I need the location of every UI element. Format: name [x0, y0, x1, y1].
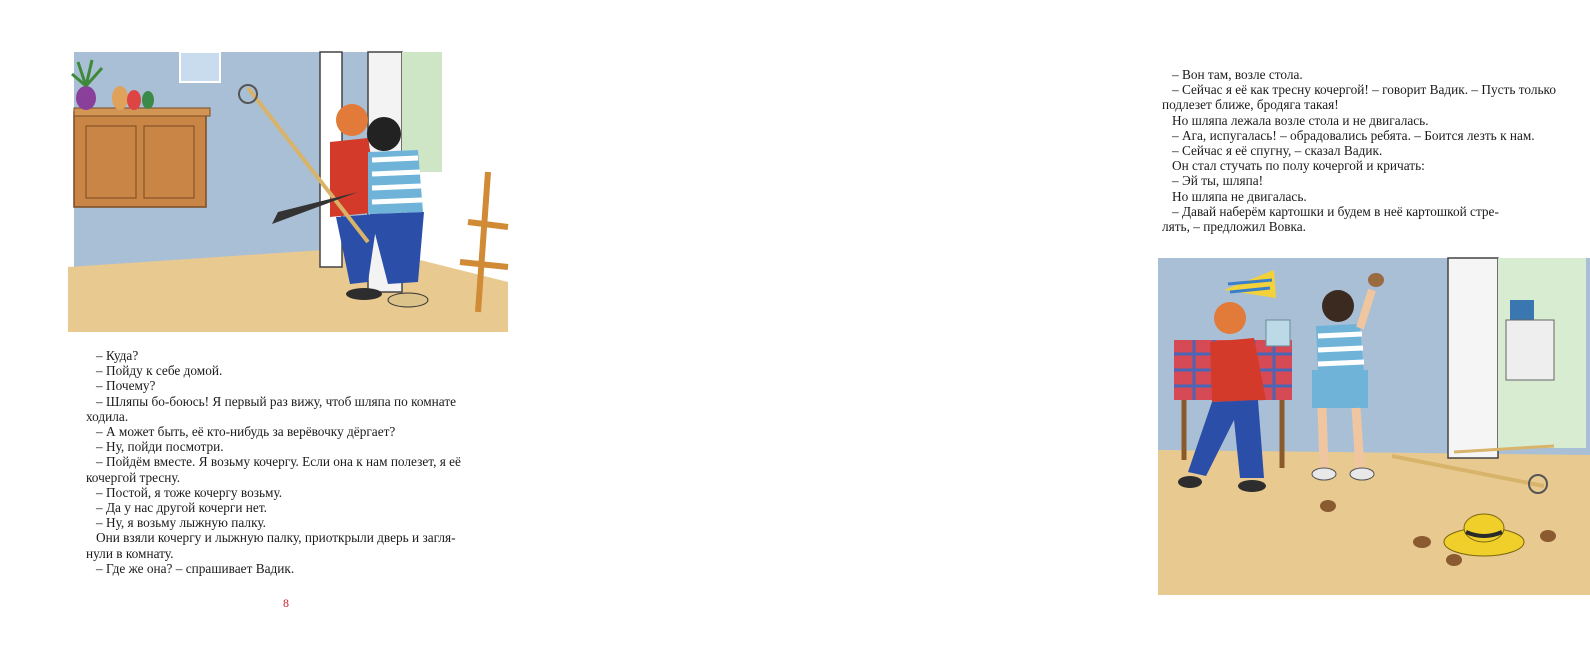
text-line: – Давай наберём картошки и будем в неё картошкой стре- — [1172, 203, 1499, 219]
left-text-block — [86, 348, 508, 576]
text-line: – Ага, испугалась! – обрадовались ребята. – Боится лезть к нам. — [1172, 127, 1535, 143]
text-line: – Где же она? – спрашивает Вадик. — [96, 560, 295, 576]
text-line: – Сейчас я её спугну, – сказал Вадик. — [1172, 143, 1383, 159]
boys-throwing-potatoes-illustration — [1154, 250, 1590, 602]
text-line: подлезет ближе, бродяга такая! — [1162, 97, 1339, 113]
page-number: 8 — [283, 596, 289, 610]
text-line: – Постой, я тоже кочергу возьму. — [96, 484, 283, 500]
text-line: Он стал стучать по полу кочергой и кричать: — [1172, 158, 1425, 174]
text-line: – Эй ты, шляпа! — [1172, 173, 1264, 189]
text-line: – Сейчас я её как тресну кочергой! – говорит Вадик. – Пусть только — [1172, 82, 1556, 98]
text-line: ходила. — [86, 408, 129, 424]
boys-with-poker-illustration — [68, 42, 508, 340]
text-line: нули в комнату. — [86, 545, 174, 561]
text-line: Но шляпа не двигалась. — [1172, 188, 1307, 204]
left-page — [0, 0, 550, 663]
text-line: – Пойду к себе домой. — [96, 363, 223, 379]
text-line: – Куда? — [96, 348, 139, 363]
text-line: – Ну, пойди посмотри. — [96, 439, 224, 455]
right-page — [550, 0, 1556, 663]
right-text-block — [1162, 67, 1574, 235]
text-line: Они взяли кочергу и лыжную палку, приоткрыли дверь и загля- — [96, 530, 456, 546]
text-line: – А может быть, её кто-нибудь за верёвочку дёргает? — [96, 424, 396, 440]
text-line: – Пойдём вместе. Я возьму кочергу. Если она к нам полезет, я её — [96, 454, 461, 470]
text-line: – Почему? — [96, 378, 156, 394]
text-line: кочергой тресну. — [86, 469, 181, 485]
text-line: – Шляпы бо-боюсь! Я первый раз вижу, чтоб шляпа по комнате — [96, 393, 457, 409]
text-line: – Да у нас другой кочерги нет. — [96, 500, 267, 516]
text-line: – Ну, я возьму лыжную палку. — [96, 515, 266, 531]
text-line: лять, – предложил Вовка. — [1162, 219, 1306, 235]
text-line: – Вон там, возле стола. — [1172, 67, 1303, 82]
text-line: Но шляпа лежала возле стола и не двигалась. — [1172, 112, 1429, 128]
